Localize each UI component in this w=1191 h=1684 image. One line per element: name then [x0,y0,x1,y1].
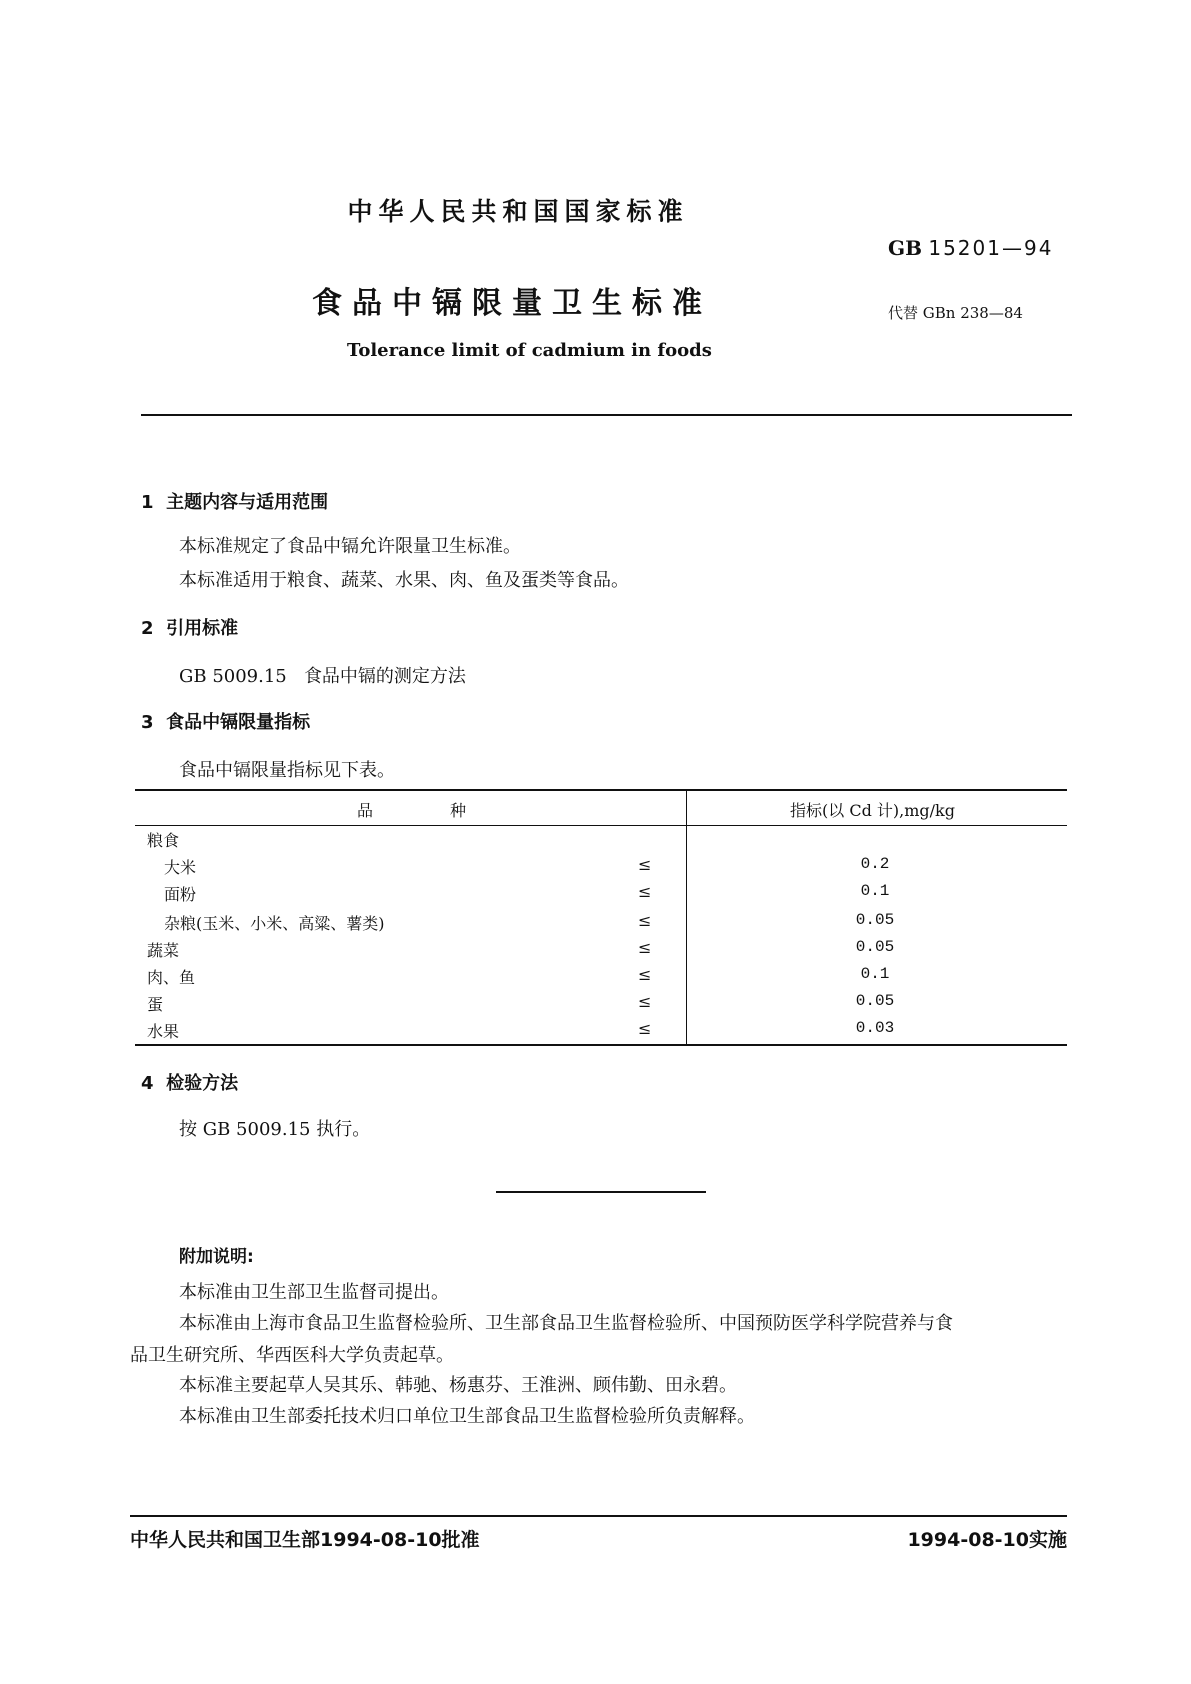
row-limit-value: 0.03 [855,1019,895,1037]
row-limit-value: 0.2 [860,855,890,873]
standard-code [888,236,1053,260]
note-line: 本标准由卫生部卫生监督司提出。 [179,1282,449,1303]
row-food-name: 水果 [147,1022,180,1041]
section-title: 食品中镉限量指标 [166,712,311,733]
header-rule [141,414,1072,416]
row-le-sign: ≤ [638,992,652,1011]
row-le-sign: ≤ [638,965,652,984]
table-column-divider [686,790,687,1045]
row-le-sign: ≤ [638,882,652,901]
row-food-name: 大米 [164,858,197,877]
section-title: 主题内容与适用范围 [166,492,329,513]
section-title: 引用标准 [166,618,239,639]
paragraph: 本标准适用于粮食、蔬菜、水果、肉、鱼及蛋类等食品。 [179,570,629,591]
section-1-heading [141,488,328,514]
row-limit-value: 0.05 [855,938,895,956]
replaces-note: 代替 GBn 238—84 [888,304,1023,322]
section-number: 2 [141,618,154,639]
code-prefix: GB [888,236,922,260]
table-top-rule [135,789,1067,791]
table-bottom-rule [135,1044,1067,1046]
section-title: 检验方法 [166,1073,239,1094]
effective-date: 1994-08-10实施 [907,1529,1067,1551]
section-number: 3 [141,712,154,733]
row-limit-value: 0.1 [860,965,890,983]
table-header-rule [135,825,1067,826]
section-number: 1 [141,492,154,513]
row-food-name: 杂粮(玉米、小米、高粱、薯类) [164,914,385,933]
row-le-sign: ≤ [638,938,652,957]
section-3-heading [141,708,310,734]
reference-title: 食品中镉的测定方法 [303,666,466,687]
row-limit-value: 0.05 [855,911,895,929]
row-food-name: 肉、鱼 [147,968,196,987]
section-4-heading [141,1069,238,1095]
paragraph: 食品中镉限量指标见下表。 [179,760,395,781]
document-title: 食品中镉限量卫生标准 [312,286,712,321]
approval-date: 中华人民共和国卫生部1994-08-10批准 [130,1529,480,1551]
reference-code: GB 5009.15 [179,666,287,687]
footer-rule [130,1515,1067,1517]
code-number: 15201—94 [928,236,1054,260]
reference-entry [179,662,466,688]
row-le-sign: ≤ [638,855,652,874]
row-food-name: 蔬菜 [147,941,180,960]
note-line: 品卫生研究所、华西医科大学负责起草。 [130,1345,454,1366]
notes-heading: 附加说明: [179,1247,254,1267]
section-2-heading [141,614,238,640]
row-limit-value: 0.05 [855,992,895,1010]
header-limit: 指标(以 Cd 计),mg/kg [790,801,955,820]
note-line: 本标准由上海市食品卫生监督检验所、卫生部食品卫生监督检验所、中国预防医学科学院营养与食 [179,1313,953,1334]
row-food-name: 粮食 [147,831,180,850]
header-variety-2: 种 [450,801,467,820]
note-line: 本标准主要起草人吴其乐、韩驰、杨惠芬、王淮洲、顾伟勤、田永碧。 [179,1375,737,1396]
row-food-name: 蛋 [147,995,164,1014]
row-food-name: 面粉 [164,885,197,904]
english-title: Tolerance limit of cadmium in foods [347,340,712,361]
national-standard-title: 中华人民共和国国家标准 [347,197,689,226]
row-le-sign: ≤ [638,911,652,930]
header-variety-1: 品 [357,801,374,820]
end-rule [496,1191,706,1193]
row-limit-value: 0.1 [860,882,890,900]
row-le-sign: ≤ [638,1019,652,1038]
paragraph: 按 GB 5009.15 执行。 [179,1119,371,1140]
note-line: 本标准由卫生部委托技术归口单位卫生部食品卫生监督检验所负责解释。 [179,1406,755,1427]
paragraph: 本标准规定了食品中镉允许限量卫生标准。 [179,536,521,557]
section-number: 4 [141,1073,154,1094]
